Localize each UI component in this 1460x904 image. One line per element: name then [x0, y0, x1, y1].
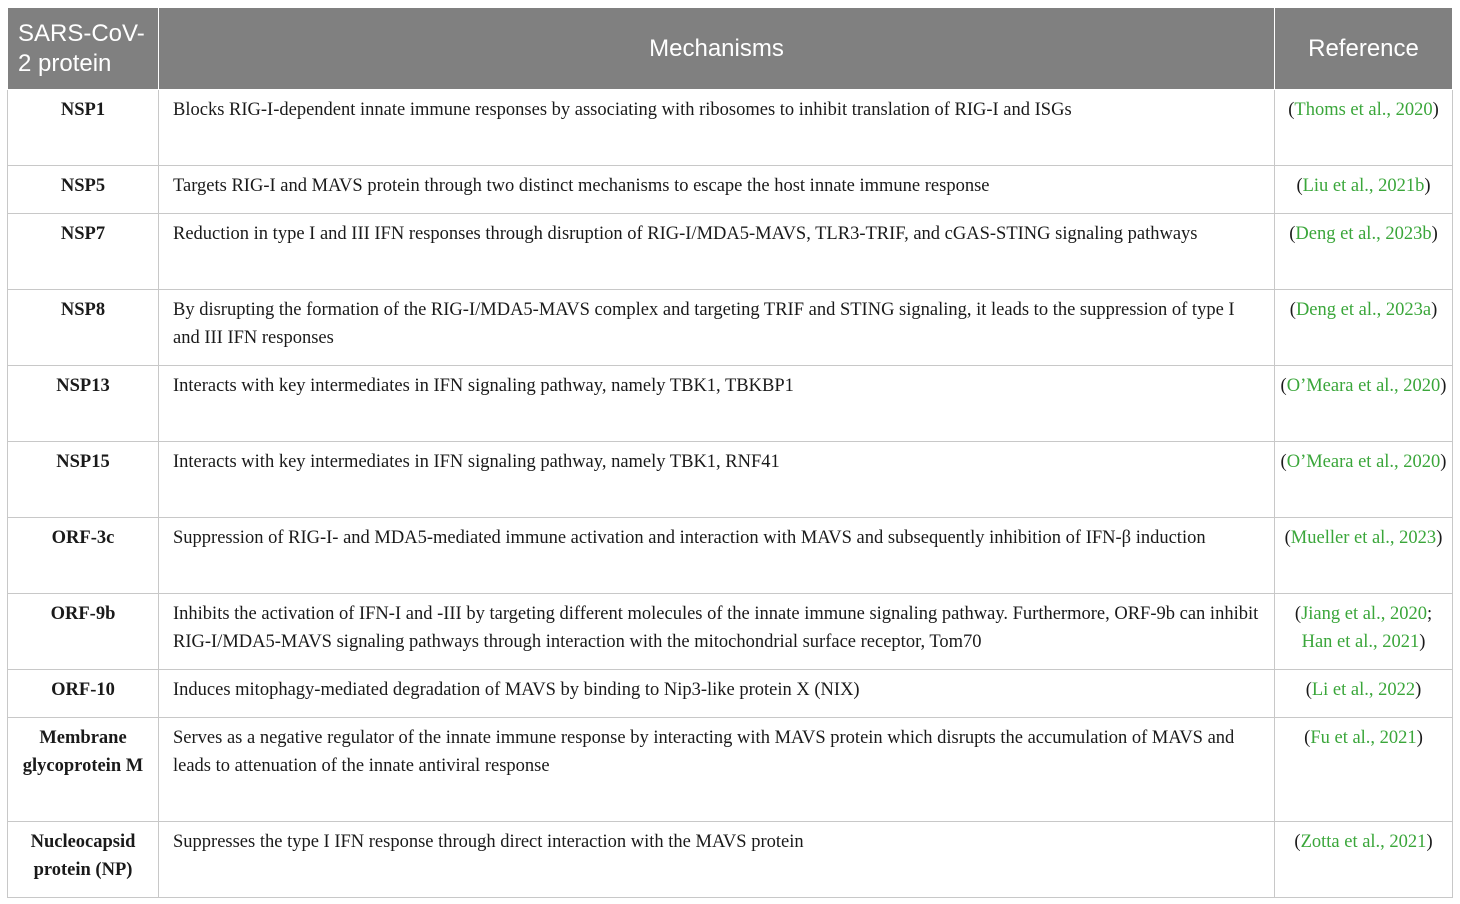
mechanism-cell: Reduction in type I and III IFN responses through disruption of RIG-I/MDA5-MAVS, TLR3-TRIF, and cGAS-STING signaling pathways — [159, 214, 1275, 290]
reference-cell: (O’Meara et al., 2020) — [1275, 442, 1453, 518]
protein-cell: NSP13 — [8, 366, 159, 442]
citation-link[interactable]: Jiang et al., 2020 — [1301, 604, 1427, 624]
citation-link[interactable]: Deng et al., 2023b — [1295, 224, 1432, 244]
citation-link[interactable]: Mueller et al., 2023 — [1290, 528, 1437, 548]
table-row — [8, 214, 1453, 290]
citation-link[interactable]: Deng et al., 2023a — [1295, 300, 1432, 320]
reference-cell: (O’Meara et al., 2020) — [1275, 366, 1453, 442]
mechanism-cell: Targets RIG-I and MAVS protein through two distinct mechanisms to escape the host innate immune response — [159, 166, 1275, 214]
protein-cell: Nucleocapsid protein (NP) — [8, 822, 159, 898]
reference-cell: (Thoms et al., 2020) — [1275, 90, 1453, 166]
table-row — [8, 594, 1453, 670]
mechanism-cell: Induces mitophagy-mediated degradation of MAVS by binding to Nip3-like protein X (NIX) — [159, 670, 1275, 718]
mechanism-cell: Suppression of RIG-I- and MDA5-mediated immune activation and interaction with MAVS and subsequently inhibition of IFN-β induction — [159, 518, 1275, 594]
reference-cell: (Liu et al., 2021b) — [1275, 166, 1453, 214]
mechanism-cell: By disrupting the formation of the RIG-I/MDA5-MAVS complex and targeting TRIF and STING signaling, it leads to the suppression of type I and III IFN responses — [159, 290, 1275, 366]
protein-cell: NSP8 — [8, 290, 159, 366]
citation-link[interactable]: Li et al., 2022 — [1311, 680, 1416, 700]
table-row — [8, 518, 1453, 594]
citation-link[interactable]: Han et al., 2021 — [1301, 631, 1420, 652]
citation-link[interactable]: O’Meara et al., 2020 — [1286, 452, 1441, 472]
citation-link[interactable]: Fu et al., 2021 — [1310, 728, 1417, 748]
reference-cell: (Mueller et al., 2023) — [1275, 518, 1453, 594]
protein-cell: NSP7 — [8, 214, 159, 290]
reference-cell: (Jiang et al., 2020; Han et al., 2021) — [1275, 594, 1453, 670]
mechanism-cell: Inhibits the activation of IFN-I and -III by targeting different molecules of the innate immune signaling pathway. Furthermore, ORF-9b can inhibit RIG-I/MDA5-MAVS signaling pathways through interaction with the mitochondrial surface receptor, Tom70 — [159, 594, 1275, 670]
protein-cell: Membrane glycoprotein M — [8, 718, 159, 822]
protein-cell: NSP15 — [8, 442, 159, 518]
citation-link[interactable]: O’Meara et al., 2020 — [1286, 376, 1441, 396]
mechanism-cell: Suppresses the type I IFN response through direct interaction with the MAVS protein — [159, 822, 1275, 898]
table-row — [8, 90, 1453, 166]
citation-link[interactable]: Thoms et al., 2020 — [1294, 100, 1433, 120]
reference-cell: (Li et al., 2022) — [1275, 670, 1453, 718]
reference-cell: (Fu et al., 2021) — [1275, 718, 1453, 822]
mechanism-cell: Serves as a negative regulator of the innate immune response by interacting with MAVS protein which disrupts the accumulation of MAVS and leads to attenuation of the innate antiviral response — [159, 718, 1275, 822]
protein-cell: ORF-3c — [8, 518, 159, 594]
citation-link[interactable]: Zotta et al., 2021 — [1300, 832, 1427, 852]
mechanism-cell: Interacts with key intermediates in IFN signaling pathway, namely TBK1, RNF41 — [159, 442, 1275, 518]
reference-cell: (Deng et al., 2023a) — [1275, 290, 1453, 366]
header-protein: SARS-CoV-2 protein — [8, 8, 159, 90]
table-row — [8, 670, 1453, 718]
table-row — [8, 442, 1453, 518]
protein-cell: ORF-9b — [8, 594, 159, 670]
table-row — [8, 718, 1453, 822]
mechanism-cell: Interacts with key intermediates in IFN signaling pathway, namely TBK1, TBKBP1 — [159, 366, 1275, 442]
protein-cell: NSP5 — [8, 166, 159, 214]
header-mechanisms: Mechanisms — [159, 8, 1275, 90]
table-row — [8, 290, 1453, 366]
table-row — [8, 166, 1453, 214]
header-reference: Reference — [1275, 8, 1453, 90]
protein-cell: NSP1 — [8, 90, 159, 166]
protein-cell: ORF-10 — [8, 670, 159, 718]
reference-cell: (Deng et al., 2023b) — [1275, 214, 1453, 290]
table-header-row — [8, 8, 1453, 90]
mechanism-cell: Blocks RIG-I-dependent innate immune responses by associating with ribosomes to inhibit translation of RIG-I and ISGs — [159, 90, 1275, 166]
reference-cell: (Zotta et al., 2021) — [1275, 822, 1453, 898]
table-row — [8, 822, 1453, 898]
citation-link[interactable]: Liu et al., 2021b — [1302, 176, 1425, 196]
mechanisms-table — [7, 7, 1453, 898]
table-row — [8, 366, 1453, 442]
